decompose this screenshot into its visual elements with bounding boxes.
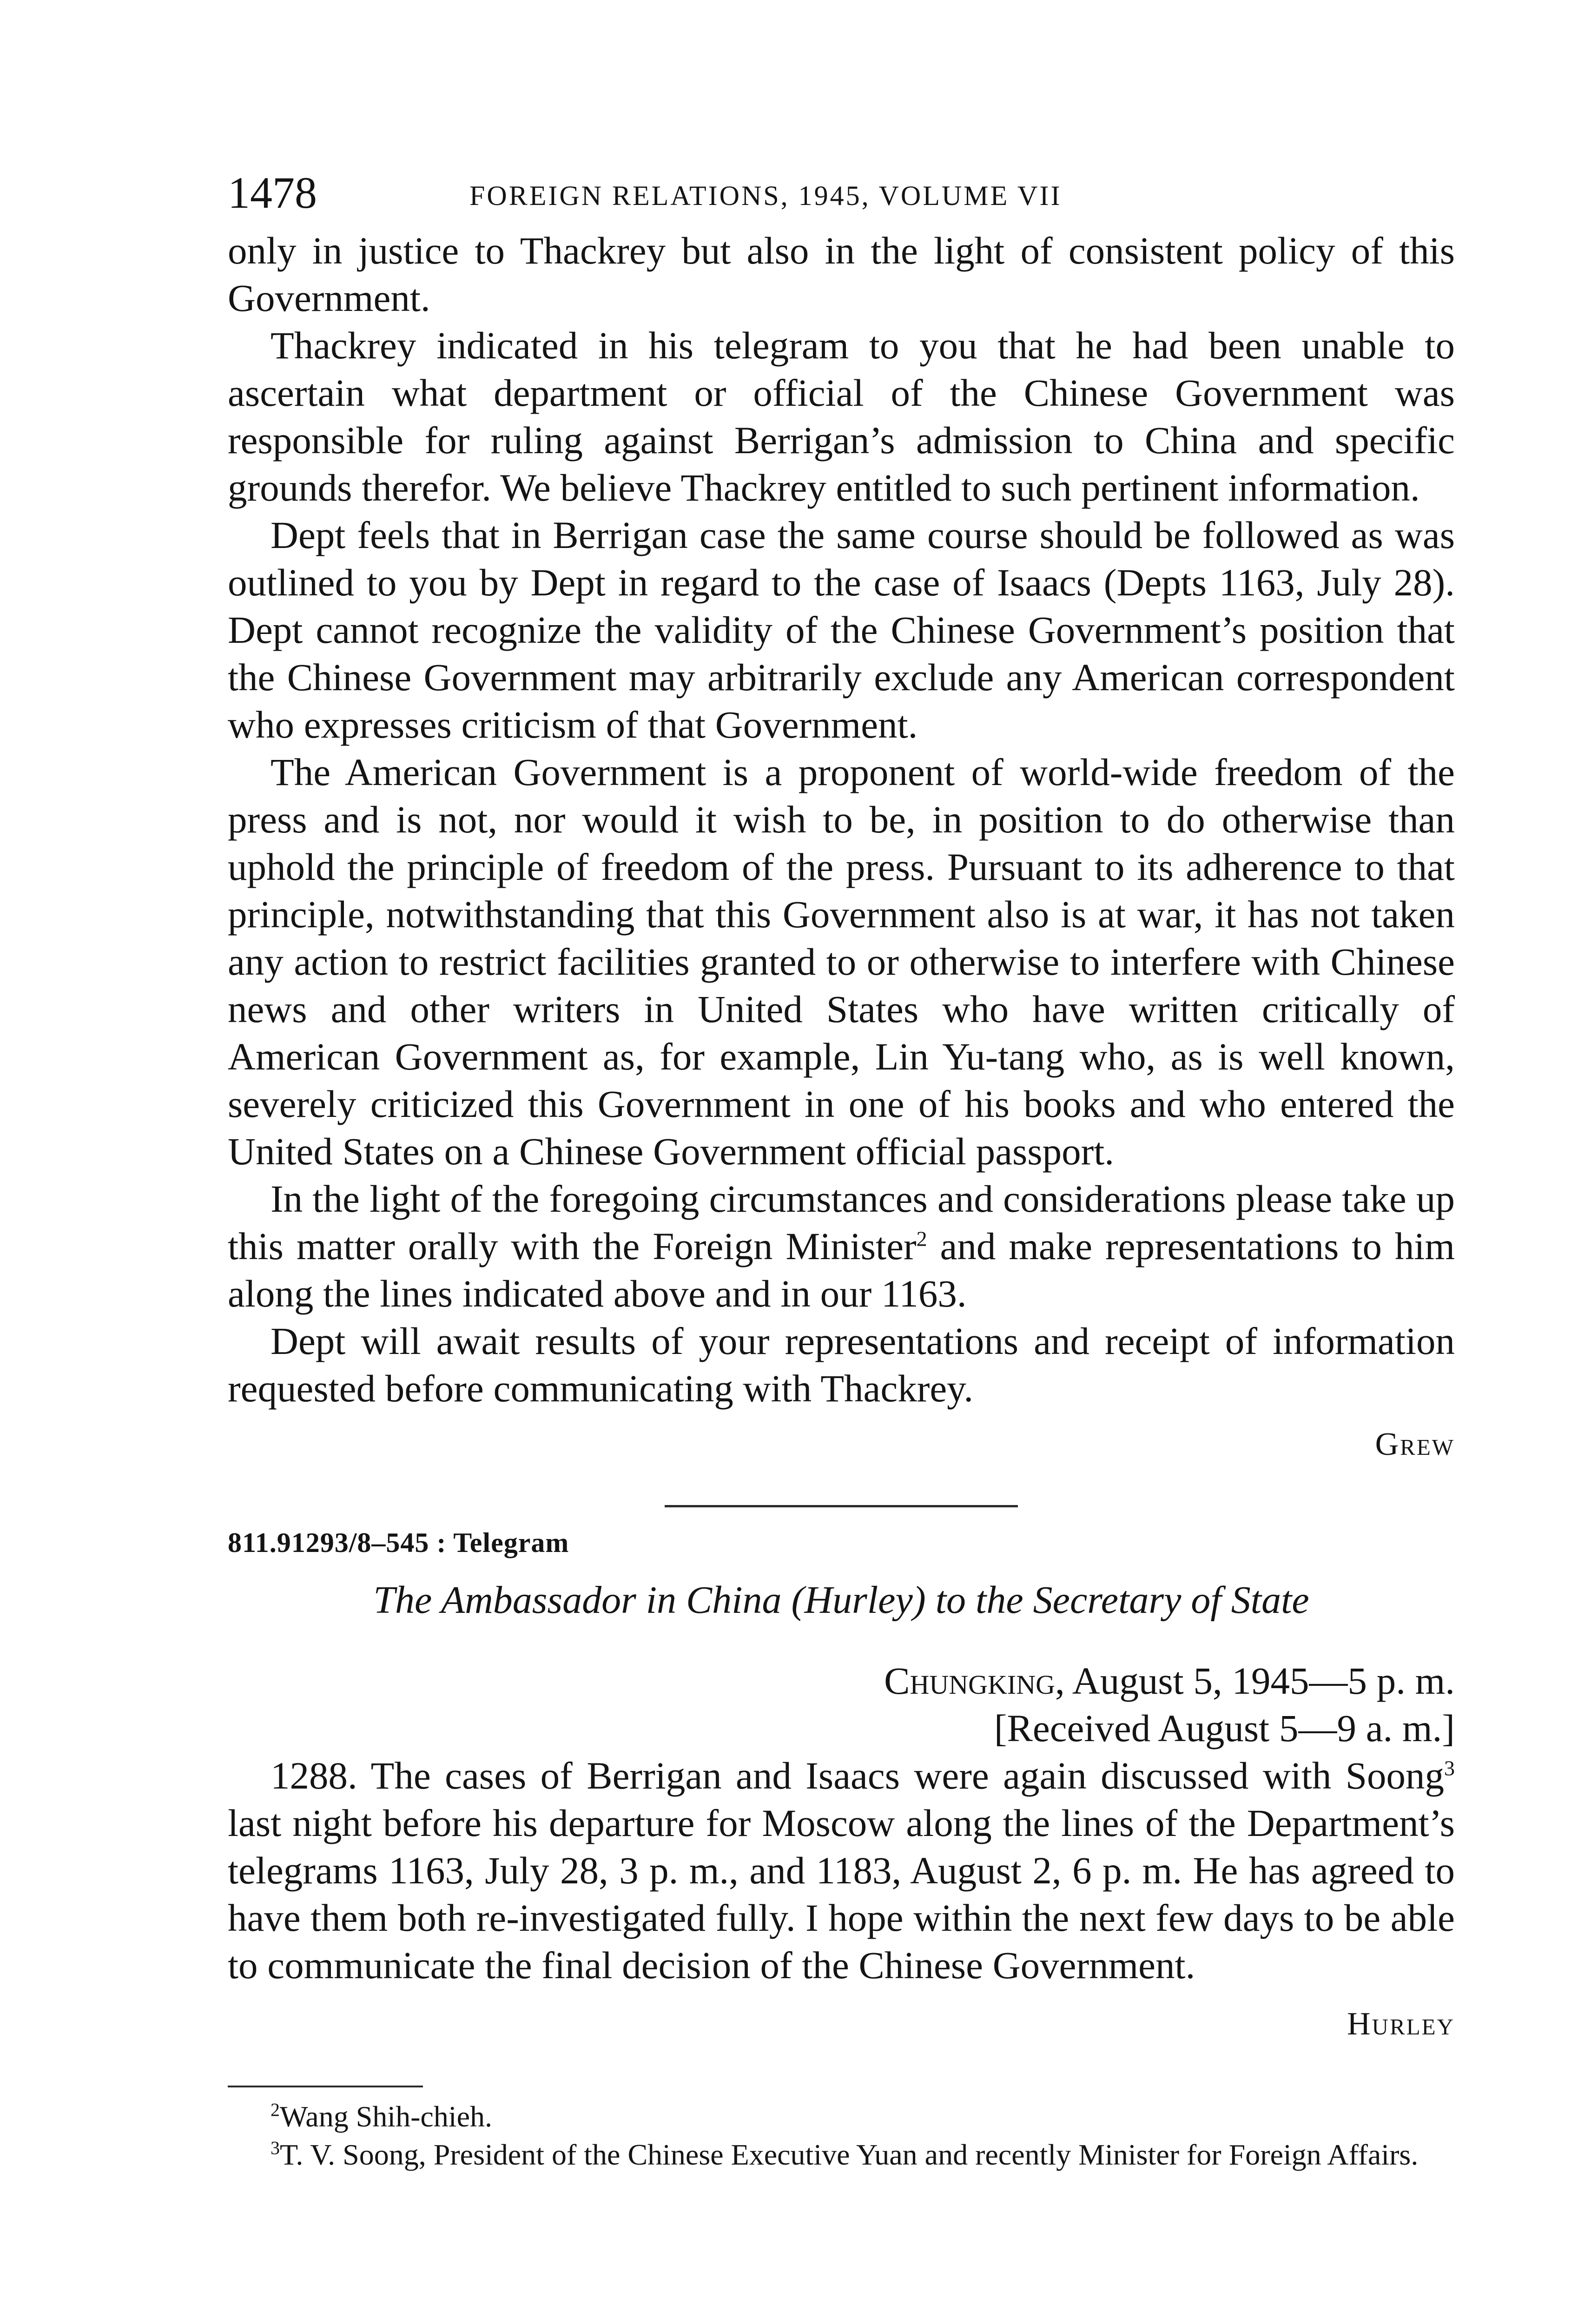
paragraph-telegram-1288 (228, 1752, 1455, 1989)
footnote-text: T. V. Soong, President of the Chinese Executive Yuan and recently Minister for Foreign Affairs. (280, 2138, 1419, 2171)
footnote-2 (228, 2098, 1455, 2136)
dateline-place: Chungking (884, 1659, 1055, 1702)
section-divider (665, 1505, 1018, 1507)
document-1-body (228, 227, 1455, 1469)
running-header (228, 167, 1455, 218)
footnote-3 (228, 2136, 1455, 2174)
footnote-mark: 2 (271, 2099, 280, 2120)
paragraph-continued: only in justice to Thackrey but also in the light of consistent policy of this Government. (228, 229, 1455, 319)
paragraph-berrigan-case: Dept feels that in Berrigan case the same course should be followed as was outlined to you by Dept in regard to the case of Isaacs (Depts 1163, July 28). Dept cannot recognize the validity of the Chinese Government’s position that the Chinese Government may arbitrarily exclude any American correspondent who expresses criticism of that Government. (228, 514, 1455, 746)
document-page (228, 167, 1455, 2174)
footnote-divider (228, 2086, 423, 2087)
signature-grew: Grew (1375, 1426, 1455, 1462)
footnotes (228, 2098, 1455, 2174)
dateline-date: , August 5, 1945—5 p. m. (1055, 1659, 1455, 1702)
footnote-ref-3: 3 (1444, 1756, 1455, 1780)
footnote-text: Wang Shih-chieh. (280, 2100, 492, 2133)
paragraph-foreign-minister (228, 1175, 1455, 1317)
footnote-ref-2: 2 (916, 1227, 927, 1251)
paragraph-freedom-of-press: The American Government is a proponent of world-wide freedom of the press and is not, nor would it wish to be, in position to do otherwise than uphold the principle of freedom of the press. Pursuant to its adherence to that principle, notwithstanding that this Government also is at war, it has not taken any action to restrict facilities granted to or otherwise to interfere with Chinese news and other writers in United States who have written critically of American Government as, for example, Lin Yu-tang who, as is well known, severely criticized this Government in one of his books and who entered the United States on a Chinese Government official passport. (228, 751, 1455, 1173)
dateline (228, 1657, 1455, 1704)
running-title: FOREIGN RELATIONS, 1945, VOLUME VII (469, 180, 1062, 211)
paragraph-thackrey: Thackrey indicated in his telegram to you that he had been unable to ascertain what department or official of the Chinese Government was responsible for ruling against Berrigan’s admission to China and specific grounds therefor. We believe Thackrey entitled to such pertinent information. (228, 324, 1455, 509)
document-reference: 811.91293/8–545 : Telegram (228, 1527, 569, 1558)
page-number: 1478 (228, 168, 317, 218)
footnote-mark: 3 (271, 2137, 280, 2159)
document-2 (228, 1523, 1455, 2048)
paragraph-telegram-text: 1288. The cases of Berrigan and Isaacs were again discussed with Soong (271, 1754, 1444, 1797)
document-title: The Ambassador in China (Hurley) to the Secretary of State (373, 1578, 1309, 1622)
paragraph-await-results: Dept will await results of your representations and receipt of information requested before communicating with Thackrey. (228, 1320, 1455, 1410)
paragraph-foreign-minister-text-cont: and make representations to him along the lines indicated above and in our 1163. (228, 1225, 1455, 1315)
received-note: [Received August 5—9 a. m.] (994, 1707, 1455, 1750)
paragraph-telegram-text-cont: last night before his departure for Moscow along the lines of the Department’s telegrams 1163, July 28, 3 p. m., and 1183, August 2, 6 p. m. He has agreed to have them both re-investigated fully. I hope within the next few days to be able to communicate the final decision of the Chinese Government. (228, 1802, 1455, 1987)
paragraph-foreign-minister-text: In the light of the foregoing circumstances and considerations please take up this matter orally with the Foreign Minister (228, 1177, 1455, 1268)
signature-hurley: Hurley (1347, 2006, 1455, 2042)
